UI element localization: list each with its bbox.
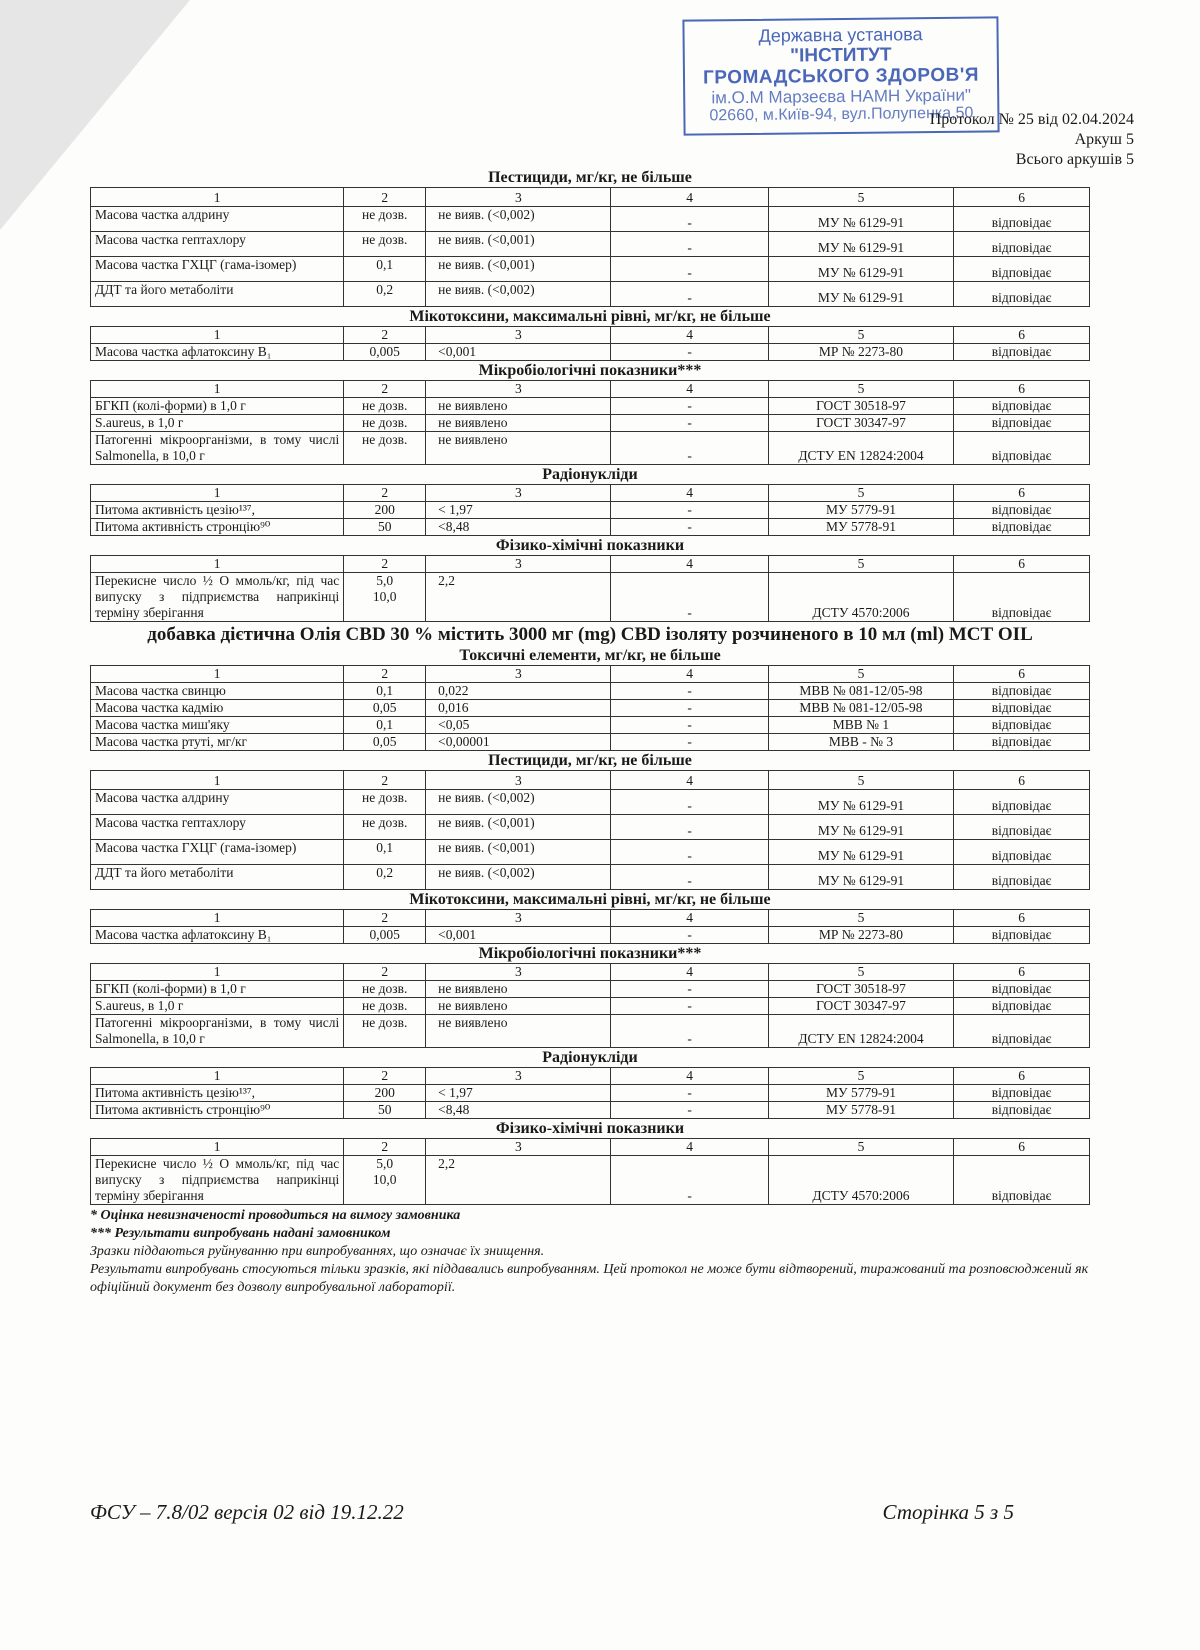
conformity-cell: відповідає <box>954 815 1090 840</box>
sheet-number: Аркуш 5 <box>1074 131 1134 148</box>
results-table <box>90 1138 1090 1205</box>
norm-cell: 0,2 <box>344 282 426 307</box>
method-cell: МР № 2273-80 <box>768 344 953 361</box>
results-table <box>90 187 1090 307</box>
indicator-cell: S.aureus, в 1,0 г <box>91 415 344 432</box>
column-number: 5 <box>768 910 953 927</box>
column-number: 3 <box>426 381 611 398</box>
uncertainty-cell: - <box>611 1015 768 1048</box>
method-cell: МВВ № 081-12/05-98 <box>768 683 953 700</box>
method-cell: ГОСТ 30518-97 <box>768 398 953 415</box>
section-title: Фізико-хімічні показники <box>495 1120 685 1137</box>
table-header-row <box>91 1068 1090 1085</box>
stamp-line: ім.О.М Марзеєва НАМН України" <box>711 85 972 107</box>
column-number: 2 <box>344 1068 426 1085</box>
conformity-cell: відповідає <box>954 1102 1090 1119</box>
sheet-total: Всього аркушів 5 <box>1015 151 1134 168</box>
column-number: 4 <box>611 666 768 683</box>
indicator-cell: Масова частка афлатоксину B₁ <box>91 344 344 361</box>
method-cell: МУ № 6129-91 <box>768 815 953 840</box>
column-number: 6 <box>954 327 1090 344</box>
norm-cell: 0,005 <box>344 927 426 944</box>
table-row <box>91 415 1090 432</box>
table-row <box>91 998 1090 1015</box>
column-number: 6 <box>954 1139 1090 1156</box>
column-number: 4 <box>611 556 768 573</box>
method-cell: МВВ № 081-12/05-98 <box>768 700 953 717</box>
result-cell: не виявлено <box>426 998 611 1015</box>
norm-cell: 200 <box>344 502 426 519</box>
method-cell: МУ 5778-91 <box>768 519 953 536</box>
conformity-cell: відповідає <box>954 734 1090 751</box>
column-number: 3 <box>426 771 611 790</box>
column-number: 1 <box>91 910 344 927</box>
table-header-row <box>91 771 1090 790</box>
results-table <box>90 665 1090 751</box>
norm-cell: не дозв. <box>344 981 426 998</box>
uncertainty-cell: - <box>611 717 768 734</box>
uncertainty-cell: - <box>611 790 768 815</box>
uncertainty-cell: - <box>611 927 768 944</box>
norm-cell: не дозв. <box>344 815 426 840</box>
norm-cell: 5,0 10,0 <box>344 573 426 622</box>
method-cell: ДСТУ EN 12824:2004 <box>768 432 953 465</box>
result-cell: 2,2 <box>426 1156 611 1205</box>
section-title: Мікробіологічні показники*** <box>478 362 702 379</box>
conformity-cell: відповідає <box>954 1015 1090 1048</box>
column-number: 5 <box>768 381 953 398</box>
column-number: 2 <box>344 327 426 344</box>
result-cell: < 1,97 <box>426 502 611 519</box>
result-cell: <0,001 <box>426 344 611 361</box>
uncertainty-cell: - <box>611 344 768 361</box>
norm-cell: 0,1 <box>344 717 426 734</box>
conformity-cell: відповідає <box>954 700 1090 717</box>
form-code: ФСУ – 7.8/02 версія 02 від 19.12.22 <box>90 1500 404 1524</box>
column-number: 2 <box>344 1139 426 1156</box>
table-row <box>91 815 1090 840</box>
column-number: 1 <box>91 485 344 502</box>
norm-cell: не дозв. <box>344 398 426 415</box>
table-row <box>91 432 1090 465</box>
section-title: Мікотоксини, максимальні рівні, мг/кг, не більше <box>409 308 771 325</box>
column-number: 6 <box>954 556 1090 573</box>
method-cell: МУ № 6129-91 <box>768 840 953 865</box>
norm-cell: 0,005 <box>344 344 426 361</box>
table-row <box>91 717 1090 734</box>
stamp-line: ГРОМАДСЬКОГО ЗДОРОВ'Я <box>702 64 980 89</box>
uncertainty-cell: - <box>611 207 768 232</box>
result-cell: не вияв. (<0,001) <box>426 257 611 282</box>
uncertainty-cell: - <box>611 257 768 282</box>
table-row <box>91 790 1090 815</box>
column-number: 6 <box>954 771 1090 790</box>
table-row <box>91 734 1090 751</box>
indicator-cell: Масова частка алдрину <box>91 207 344 232</box>
section-title: Мікробіологічні показники*** <box>478 945 702 962</box>
norm-cell: 5,0 10,0 <box>344 1156 426 1205</box>
norm-cell: не дозв. <box>344 1015 426 1048</box>
column-number: 3 <box>426 1068 611 1085</box>
result-cell: не вияв. (<0,001) <box>426 840 611 865</box>
page-number: Сторінка 5 з 5 <box>882 1500 1014 1524</box>
notes-block <box>90 1207 1090 1297</box>
table-row <box>91 1085 1090 1102</box>
table-header-row <box>91 666 1090 683</box>
conformity-cell: відповідає <box>954 1156 1090 1205</box>
column-number: 6 <box>954 1068 1090 1085</box>
table-row <box>91 398 1090 415</box>
column-number: 6 <box>954 485 1090 502</box>
uncertainty-cell: - <box>611 840 768 865</box>
conformity-cell: відповідає <box>954 998 1090 1015</box>
uncertainty-cell: - <box>611 683 768 700</box>
table-row <box>91 927 1090 944</box>
conformity-cell: відповідає <box>954 398 1090 415</box>
uncertainty-cell: - <box>611 432 768 465</box>
column-number: 4 <box>611 1068 768 1085</box>
table-row <box>91 519 1090 536</box>
uncertainty-cell: - <box>611 865 768 890</box>
indicator-cell: ДДТ та його метаболіти <box>91 282 344 307</box>
column-number: 3 <box>426 964 611 981</box>
indicator-cell: Масова частка миш'яку <box>91 717 344 734</box>
result-cell: 0,016 <box>426 700 611 717</box>
result-cell: 2,2 <box>426 573 611 622</box>
norm-cell: 0,1 <box>344 683 426 700</box>
indicator-cell: S.aureus, в 1,0 г <box>91 998 344 1015</box>
norm-cell: 0,05 <box>344 700 426 717</box>
indicator-cell: Масова частка свинцю <box>91 683 344 700</box>
column-number: 2 <box>344 556 426 573</box>
column-number: 3 <box>426 188 611 207</box>
column-number: 3 <box>426 1139 611 1156</box>
results-table <box>90 380 1090 465</box>
result-cell: не виявлено <box>426 415 611 432</box>
norm-cell: 0,1 <box>344 840 426 865</box>
method-cell: ДСТУ EN 12824:2004 <box>768 1015 953 1048</box>
indicator-cell: Перекисне число ½ О ммоль/кг, під час випуску з підприємства наприкінці терміну зберігання <box>91 1156 344 1205</box>
column-number: 5 <box>768 188 953 207</box>
section-title: Радіонукліди <box>542 1049 638 1066</box>
norm-cell: 50 <box>344 519 426 536</box>
document-header <box>930 110 1134 170</box>
stamp-line: 02660, м.Київ-94, вул.Полупенка,50 <box>709 104 974 125</box>
column-number: 5 <box>768 666 953 683</box>
conformity-cell: відповідає <box>954 502 1090 519</box>
table-row <box>91 502 1090 519</box>
result-cell: не вияв. (<0,001) <box>426 815 611 840</box>
conformity-cell: відповідає <box>954 683 1090 700</box>
method-cell: ДСТУ 4570:2006 <box>768 1156 953 1205</box>
result-cell: <8,48 <box>426 519 611 536</box>
norm-cell: 200 <box>344 1085 426 1102</box>
section-title: Радіонукліди <box>542 466 638 483</box>
result-cell: не вияв. (<0,002) <box>426 790 611 815</box>
method-cell: МУ № 6129-91 <box>768 282 953 307</box>
column-number: 1 <box>91 964 344 981</box>
method-cell: ГОСТ 30518-97 <box>768 981 953 998</box>
results-table <box>90 484 1090 536</box>
uncertainty-cell: - <box>611 734 768 751</box>
conformity-cell: відповідає <box>954 1085 1090 1102</box>
table-row <box>91 573 1090 622</box>
column-number: 4 <box>611 964 768 981</box>
norm-cell: 0,2 <box>344 865 426 890</box>
indicator-cell: БГКП (колі-форми) в 1,0 г <box>91 398 344 415</box>
table-row <box>91 282 1090 307</box>
section-title: Токсичні елементи, мг/кг, не більше <box>459 647 721 664</box>
result-cell: <0,001 <box>426 927 611 944</box>
column-number: 2 <box>344 381 426 398</box>
uncertainty-cell: - <box>611 282 768 307</box>
method-cell: МВВ - № 3 <box>768 734 953 751</box>
conformity-cell: відповідає <box>954 573 1090 622</box>
column-number: 3 <box>426 910 611 927</box>
stamp-line: "ІНСТИТУТ <box>789 44 892 67</box>
result-cell: не виявлено <box>426 432 611 465</box>
table-row <box>91 344 1090 361</box>
product-title: добавка дієтична Олія CBD 30 % містить 3000 мг (mg) CBD ізоляту розчиненого в 10 мл (ml) МСТ OIL <box>147 624 1033 645</box>
conformity-cell: відповідає <box>954 519 1090 536</box>
uncertainty-cell: - <box>611 232 768 257</box>
indicator-cell: Масова частка гептахлору <box>91 232 344 257</box>
method-cell: МУ № 6129-91 <box>768 257 953 282</box>
column-number: 4 <box>611 485 768 502</box>
norm-cell: не дозв. <box>344 232 426 257</box>
uncertainty-cell: - <box>611 573 768 622</box>
results-table <box>90 963 1090 1048</box>
protocol-number: Протокол № 25 від 02.04.2024 <box>929 111 1134 128</box>
indicator-cell: Масова частка кадмію <box>91 700 344 717</box>
disclaimer-text: Результати випробувань стосуються тільки зразків, які піддавались випробуванням. Цей протокол не може бути відтворений, тиражований та розповсюджений як офіційний документ без дозволу випробувальної лабораторії. <box>90 1262 1089 1295</box>
conformity-cell: відповідає <box>954 927 1090 944</box>
table-header-row <box>91 485 1090 502</box>
footnote: *** Результати випробувань надані замовником <box>90 1226 391 1241</box>
indicator-cell: Питома активність цезію¹³⁷, <box>91 1085 344 1102</box>
table-row <box>91 840 1090 865</box>
results-table <box>90 1067 1090 1119</box>
result-cell: не вияв. (<0,002) <box>426 865 611 890</box>
table-row <box>91 981 1090 998</box>
conformity-cell: відповідає <box>954 717 1090 734</box>
table-header-row <box>91 964 1090 981</box>
result-cell: < 1,97 <box>426 1085 611 1102</box>
conformity-cell: відповідає <box>954 282 1090 307</box>
result-cell: не вияв. (<0,001) <box>426 232 611 257</box>
method-cell: МУ 5779-91 <box>768 1085 953 1102</box>
column-number: 5 <box>768 485 953 502</box>
column-number: 5 <box>768 556 953 573</box>
conformity-cell: відповідає <box>954 865 1090 890</box>
method-cell: МУ № 6129-91 <box>768 790 953 815</box>
table-header-row <box>91 556 1090 573</box>
uncertainty-cell: - <box>611 398 768 415</box>
section-title: Мікотоксини, максимальні рівні, мг/кг, не більше <box>409 891 771 908</box>
indicator-cell: Перекисне число ½ О ммоль/кг, під час випуску з підприємства наприкінці терміну зберігання <box>91 573 344 622</box>
table-row <box>91 257 1090 282</box>
uncertainty-cell: - <box>611 415 768 432</box>
column-number: 2 <box>344 666 426 683</box>
column-number: 6 <box>954 381 1090 398</box>
method-cell: МУ 5779-91 <box>768 502 953 519</box>
column-number: 4 <box>611 327 768 344</box>
result-cell: <8,48 <box>426 1102 611 1119</box>
column-number: 4 <box>611 188 768 207</box>
norm-cell: 0,1 <box>344 257 426 282</box>
table-header-row <box>91 1139 1090 1156</box>
section-title: Фізико-хімічні показники <box>495 537 685 554</box>
results-table <box>90 326 1090 361</box>
table-header-row <box>91 910 1090 927</box>
result-cell: <0,05 <box>426 717 611 734</box>
column-number: 2 <box>344 910 426 927</box>
table-header-row <box>91 381 1090 398</box>
indicator-cell: Масова частка гептахлору <box>91 815 344 840</box>
table-row <box>91 1156 1090 1205</box>
column-number: 4 <box>611 381 768 398</box>
result-cell: не виявлено <box>426 981 611 998</box>
norm-cell: не дозв. <box>344 998 426 1015</box>
method-cell: ГОСТ 30347-97 <box>768 998 953 1015</box>
column-number: 1 <box>91 666 344 683</box>
table-row <box>91 1015 1090 1048</box>
result-cell: не виявлено <box>426 1015 611 1048</box>
uncertainty-cell: - <box>611 1156 768 1205</box>
method-cell: МУ 5778-91 <box>768 1102 953 1119</box>
column-number: 2 <box>344 771 426 790</box>
results-table <box>90 555 1090 622</box>
footnote: * Оцінка невизначеності проводиться на вимогу замовника <box>90 1208 461 1223</box>
norm-cell: не дозв. <box>344 432 426 465</box>
table-row <box>91 232 1090 257</box>
table-header-row <box>91 327 1090 344</box>
norm-cell: не дозв. <box>344 207 426 232</box>
column-number: 4 <box>611 771 768 790</box>
result-cell: не вияв. (<0,002) <box>426 207 611 232</box>
column-number: 2 <box>344 188 426 207</box>
method-cell: МУ № 6129-91 <box>768 865 953 890</box>
column-number: 6 <box>954 188 1090 207</box>
norm-cell: 50 <box>344 1102 426 1119</box>
column-number: 1 <box>91 556 344 573</box>
column-number: 2 <box>344 485 426 502</box>
table-row <box>91 865 1090 890</box>
column-number: 1 <box>91 771 344 790</box>
method-cell: ГОСТ 30347-97 <box>768 415 953 432</box>
uncertainty-cell: - <box>611 700 768 717</box>
indicator-cell: Масова частка алдрину <box>91 790 344 815</box>
indicator-cell: Патогенні мікроорганізми, в тому числі Salmonella, в 10,0 г <box>91 432 344 465</box>
stamp-line: Державна установа <box>758 24 923 46</box>
disclaimer-text: Зразки піддаються руйнуванню при випробуваннях, що означає їх знищення. <box>90 1244 545 1259</box>
column-number: 2 <box>344 964 426 981</box>
table-row <box>91 207 1090 232</box>
section-title: Пестициди, мг/кг, не більше <box>488 169 692 186</box>
uncertainty-cell: - <box>611 1102 768 1119</box>
column-number: 3 <box>426 666 611 683</box>
conformity-cell: відповідає <box>954 344 1090 361</box>
result-cell: не виявлено <box>426 398 611 415</box>
conformity-cell: відповідає <box>954 432 1090 465</box>
table-row <box>91 700 1090 717</box>
uncertainty-cell: - <box>611 981 768 998</box>
column-number: 6 <box>954 666 1090 683</box>
uncertainty-cell: - <box>611 815 768 840</box>
indicator-cell: Масова частка ртуті, мг/кг <box>91 734 344 751</box>
column-number: 5 <box>768 771 953 790</box>
uncertainty-cell: - <box>611 1085 768 1102</box>
column-number: 1 <box>91 327 344 344</box>
indicator-cell: БГКП (колі-форми) в 1,0 г <box>91 981 344 998</box>
method-cell: МУ № 6129-91 <box>768 207 953 232</box>
indicator-cell: Масова частка ГХЦГ (гама-ізомер) <box>91 840 344 865</box>
conformity-cell: відповідає <box>954 790 1090 815</box>
results-table <box>90 909 1090 944</box>
column-number: 6 <box>954 964 1090 981</box>
results-content <box>90 168 1090 1297</box>
column-number: 4 <box>611 910 768 927</box>
conformity-cell: відповідає <box>954 257 1090 282</box>
column-number: 6 <box>954 910 1090 927</box>
conformity-cell: відповідає <box>954 415 1090 432</box>
conformity-cell: відповідає <box>954 207 1090 232</box>
indicator-cell: Питома активність стронцію⁹⁰ <box>91 519 344 536</box>
table-header-row <box>91 188 1090 207</box>
uncertainty-cell: - <box>611 519 768 536</box>
method-cell: МВВ № 1 <box>768 717 953 734</box>
method-cell: МУ № 6129-91 <box>768 232 953 257</box>
norm-cell: не дозв. <box>344 790 426 815</box>
column-number: 1 <box>91 1068 344 1085</box>
results-table <box>90 770 1090 890</box>
result-cell: не вияв. (<0,002) <box>426 282 611 307</box>
method-cell: МР № 2273-80 <box>768 927 953 944</box>
indicator-cell: Масова частка афлатоксину B₁ <box>91 927 344 944</box>
column-number: 5 <box>768 964 953 981</box>
column-number: 5 <box>768 327 953 344</box>
indicator-cell: Питома активність стронцію⁹⁰ <box>91 1102 344 1119</box>
uncertainty-cell: - <box>611 502 768 519</box>
method-cell: ДСТУ 4570:2006 <box>768 573 953 622</box>
norm-cell: не дозв. <box>344 415 426 432</box>
column-number: 1 <box>91 188 344 207</box>
column-number: 5 <box>768 1139 953 1156</box>
column-number: 3 <box>426 556 611 573</box>
column-number: 1 <box>91 381 344 398</box>
indicator-cell: ДДТ та його метаболіти <box>91 865 344 890</box>
column-number: 4 <box>611 1139 768 1156</box>
section-title: Пестициди, мг/кг, не більше <box>488 752 692 769</box>
conformity-cell: відповідає <box>954 981 1090 998</box>
table-row <box>91 1102 1090 1119</box>
conformity-cell: відповідає <box>954 232 1090 257</box>
norm-cell: 0,05 <box>344 734 426 751</box>
table-row <box>91 683 1090 700</box>
column-number: 5 <box>768 1068 953 1085</box>
column-number: 3 <box>426 485 611 502</box>
uncertainty-cell: - <box>611 998 768 1015</box>
indicator-cell: Питома активність цезію¹³⁷, <box>91 502 344 519</box>
column-number: 1 <box>91 1139 344 1156</box>
column-number: 3 <box>426 327 611 344</box>
indicator-cell: Патогенні мікроорганізми, в тому числі Salmonella, в 10,0 г <box>91 1015 344 1048</box>
conformity-cell: відповідає <box>954 840 1090 865</box>
result-cell: 0,022 <box>426 683 611 700</box>
result-cell: <0,00001 <box>426 734 611 751</box>
indicator-cell: Масова частка ГХЦГ (гама-ізомер) <box>91 257 344 282</box>
